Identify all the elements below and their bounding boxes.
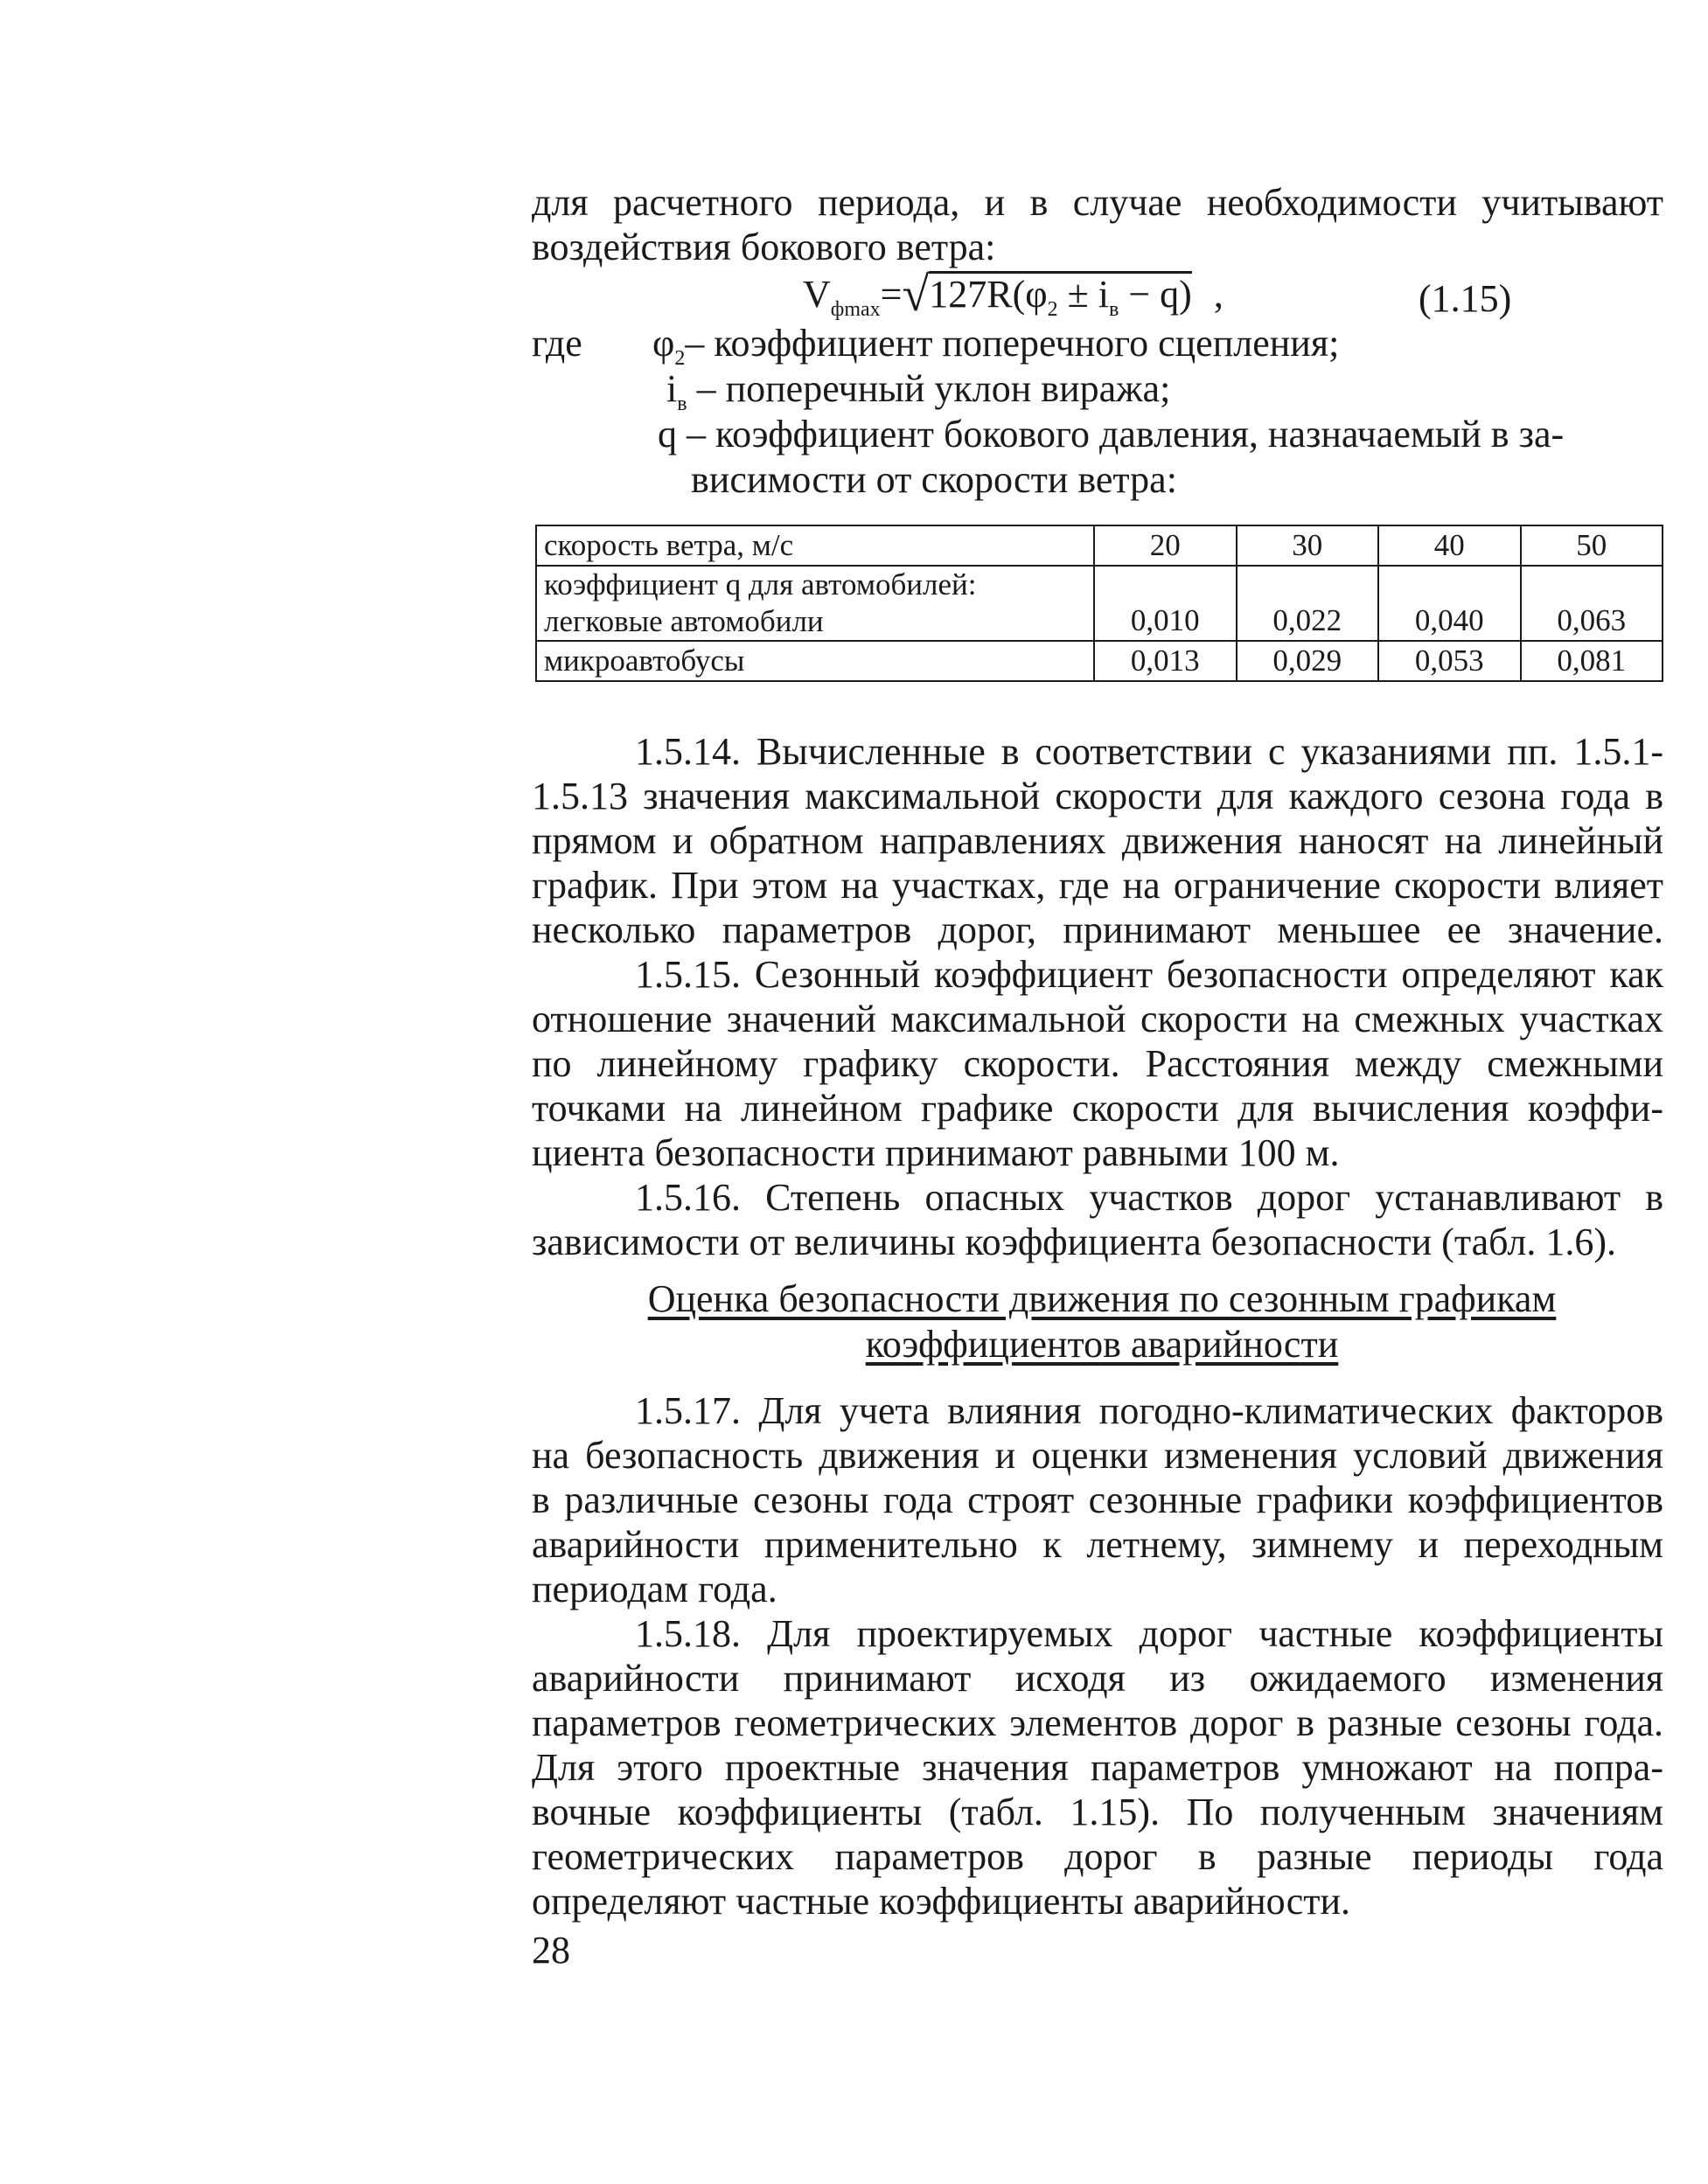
text-line: периодам года. <box>532 1568 777 1610</box>
text-line: на безопасность движения и оценки изменения условий движения <box>532 1434 1663 1477</box>
text-line: Для этого проектные значения параметров умножают на попра- <box>532 1746 1663 1789</box>
text-line: вочные коэффициенты (табл. 1.15). По полученным значениям <box>532 1791 1663 1833</box>
formula-v: V <box>803 273 831 316</box>
text-line: график. При этом на участках, где на ограничение скорости влияет <box>532 864 1663 907</box>
paragraph-1-5-17 <box>532 1388 1663 1611</box>
where-label: где <box>532 322 582 365</box>
text-line: 1.5.15. Сезонный коэффициент безопасности определяют как <box>635 953 1663 996</box>
text-line: геометрических параметров дорог в разные периоды года <box>532 1835 1663 1878</box>
where-item-q: q – коэффициент бокового давления, назначаемый в за- <box>658 413 1565 456</box>
formula-number: (1.15) <box>1419 277 1512 320</box>
text-line: в различные сезоны года строят сезонные графики коэффициентов <box>532 1478 1663 1521</box>
table-row-label: коэффициент q для автомобилей: легковые автомобили <box>536 566 1094 641</box>
text-line: для расчетного периода, и в случае необходимости учитывают <box>532 181 1663 224</box>
table-cell: 0,053 <box>1378 641 1521 681</box>
text-line: аварийности применительно к летнему, зимнему и переходным <box>532 1523 1663 1566</box>
page-number: 28 <box>532 1929 570 1972</box>
where-item-q-continued: висимости от скорости ветра: <box>691 458 1177 501</box>
text-line: зависимости от величины коэффициента безопасности (табл. 1.6). <box>532 1221 1617 1263</box>
where-item-phi: $\varphi_2-$ коэффициент поперечного сцепления; <box>652 322 1340 370</box>
intro-paragraph <box>532 180 1663 269</box>
text-line: 1.5.14. Вычисленные в соответствии с указаниями пп. 1.5.1- <box>635 730 1663 773</box>
table-speed: 40 <box>1378 525 1521 566</box>
formula-radicand: $127R(\varphi_2 \pm i_в - q)$ <box>929 271 1192 329</box>
table-cell: 0,081 <box>1521 641 1663 681</box>
text-line: несколько параметров дорог, принимают меньшее ее значение. <box>532 908 1663 951</box>
where-item-i: $i_в$ – поперечный уклон виража; <box>666 367 1171 415</box>
table-speed: 20 <box>1094 525 1237 566</box>
text-line: аварийности принимают исходя из ожидаемого изменения <box>532 1657 1663 1700</box>
text-line: 1.5.13 значения максимальной скорости для каждого сезона года в <box>532 775 1663 817</box>
table-row <box>536 641 1663 681</box>
text-line: циента безопасности принимают равными 100 м. <box>532 1131 1340 1174</box>
table-row <box>536 525 1663 566</box>
table-cell: 0,029 <box>1237 641 1379 681</box>
table-cell: 0,010 <box>1094 566 1237 641</box>
wind-coefficient-table <box>535 525 1663 682</box>
table-cell: 0,063 <box>1521 566 1663 641</box>
text-line: 1.5.16. Степень опасных участков дорог устанавливают в <box>635 1176 1663 1219</box>
text-line: прямом и обратном направлениях движения наносят на линейный <box>532 819 1663 862</box>
paragraph-1-5-18 <box>532 1611 1663 1923</box>
table-row <box>536 566 1663 641</box>
table-header-label: скорость ветра, м/с <box>536 525 1094 566</box>
table-row-label: микроавтобусы <box>536 641 1094 681</box>
text-line: определяют частные коэффициенты аварийности. <box>532 1880 1351 1923</box>
formula-equals: = <box>880 273 903 316</box>
table-speed: 50 <box>1521 525 1663 566</box>
radical-icon: √ <box>902 268 930 322</box>
table-cell: 0,013 <box>1094 641 1237 681</box>
table-cell: 0,022 <box>1237 566 1379 641</box>
text-line: отношение значений максимальной скорости на смежных участках <box>532 998 1663 1040</box>
table-cell: 0,040 <box>1378 566 1521 641</box>
table-speed: 30 <box>1237 525 1379 566</box>
text-line: воздействия бокового ветра: <box>532 226 996 268</box>
section-heading <box>612 1276 1592 1367</box>
paragraph-1-5-15 <box>532 952 1663 1175</box>
formula-comma: , <box>1213 273 1223 316</box>
paragraph-1-5-14 <box>532 729 1663 952</box>
text-line: 1.5.17. Для учета влияния погодно-климатических факторов <box>635 1389 1663 1432</box>
text-line: 1.5.18. Для проектируемых дорог частные коэффициенты <box>635 1612 1663 1655</box>
paragraph-1-5-16 <box>532 1175 1663 1264</box>
text-line: точками на линейном графике скорости для вычисления коэффи- <box>532 1087 1663 1130</box>
text-line: параметров геометрических элементов дорог в разные сезоны года. <box>532 1701 1663 1744</box>
text-line: по линейному графику скорости. Расстояния между смежными <box>532 1042 1663 1085</box>
heading-line: Оценка безопасности движения по сезонным графикам <box>647 1277 1557 1320</box>
formula-v-subscript: фmax <box>830 298 881 321</box>
heading-line: коэффициентов аварийности <box>865 1323 1339 1366</box>
